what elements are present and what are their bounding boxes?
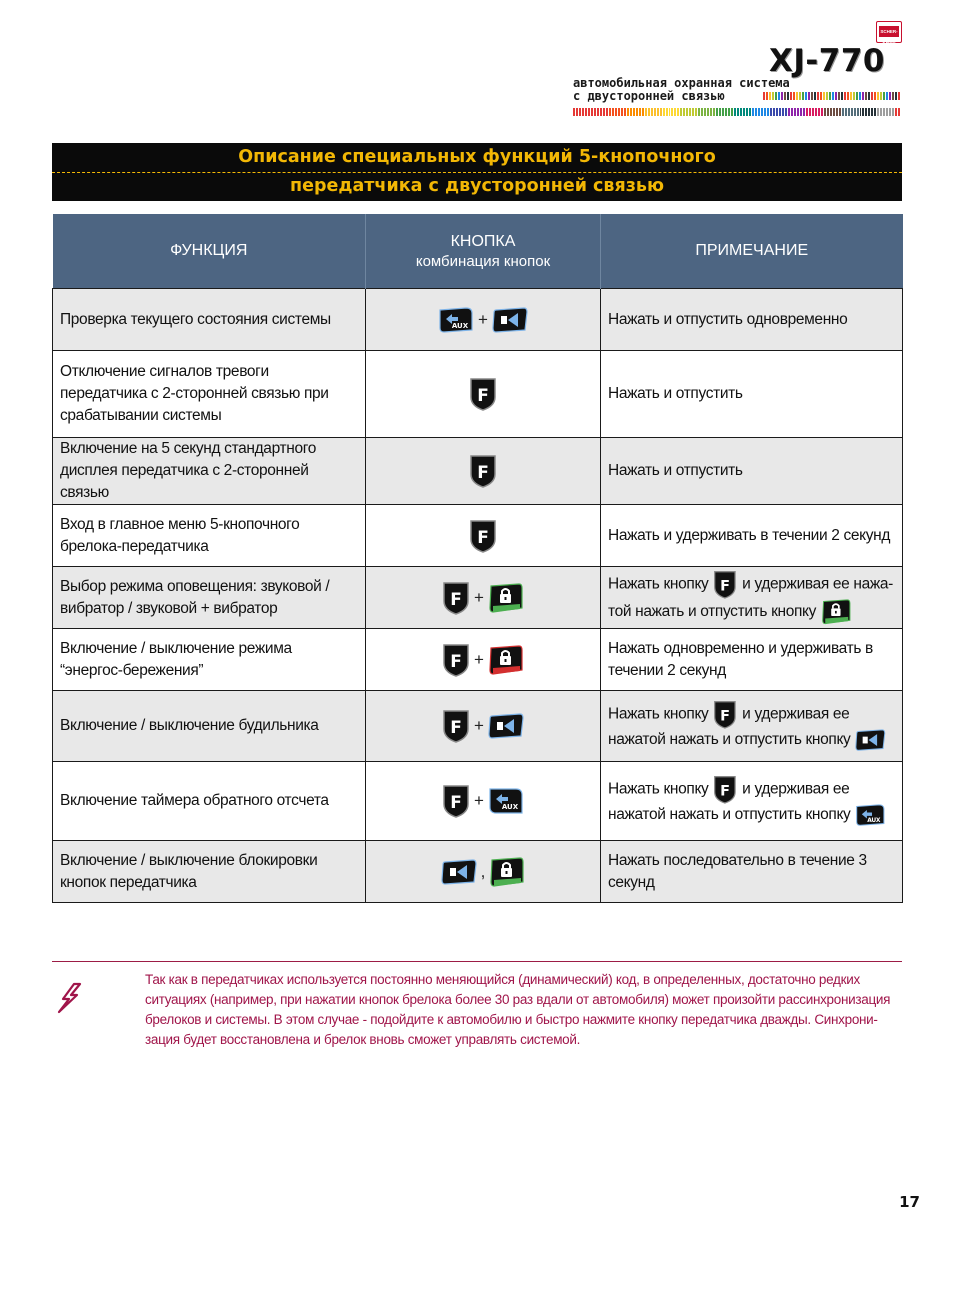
stripe-segment [827,108,829,116]
stripe-segment [821,108,823,116]
stripe-segment [892,92,894,100]
stripe-segment [886,108,888,116]
brand-logo: SCHER-KHAN [876,21,902,43]
table-row [53,289,903,351]
stripe-segment [654,108,656,116]
function-text: Включение / выключение режима “энергос-бережения” [60,639,292,679]
svg-text:AUX: AUX [867,817,881,825]
header-note: ПРИМЕЧАНИЕ [601,214,903,289]
section-title [52,143,902,201]
cell-function [53,691,366,762]
table-body [53,289,903,903]
stripe-segment [669,108,671,116]
stripe-segment [710,108,712,116]
function-text: Включение / выключение будильника [60,717,319,734]
inline-button-icon [855,729,886,751]
stripe-segment [603,108,605,116]
stripe-segment [883,92,885,100]
unlock-button-icon [488,583,524,613]
stripe-segment [889,92,891,100]
stripe-segment [740,108,742,116]
svg-text:F: F [450,651,462,672]
stripe-segment [600,108,602,116]
timer-button-icon [492,307,528,333]
cell-button [366,505,601,567]
cell-button [366,691,601,762]
stripe-segment [591,108,593,116]
note-cell-text: Нажать одновременно и удерживать в течении 2 секунд [608,639,873,679]
stripe-segment [838,92,840,100]
function-text: Отключение сигналов тревоги передатчика с 2-сторонней связью при срабатывании системы [60,363,329,424]
note-cell-text: Нажать последовательно в течение 3 секунд [608,852,867,891]
note-cell-text: Нажать и отпустить [608,385,743,402]
stripe-segment [597,108,599,116]
stripe-segment [797,108,799,116]
stripe-segment [859,92,861,100]
cell-function [53,762,366,841]
cell-button [366,762,601,841]
button-combination [469,519,497,553]
f-button-icon [713,700,737,729]
stripe-segment [802,92,804,100]
function-text: Включение на 5 секунд стандартного дисплея передатчика с 2-сторонней связью [60,440,316,501]
button-combination [469,377,497,411]
model-name: XJ-770 [768,43,885,79]
inline-button-icon [855,804,886,826]
stripe-segment [847,92,849,100]
combo-operator: + [474,587,484,607]
stripe-segment [820,92,822,100]
cell-function [53,351,366,438]
stripe-segment [680,108,682,116]
cell-function [53,841,366,903]
stripe-segment [851,108,853,116]
svg-text:AUX: AUX [451,321,469,330]
stripe-segment [811,92,813,100]
note-cell-text: Нажать и удерживать в течении 2 секунд [608,526,891,544]
note-cell-text [608,570,895,624]
stripe-segment [761,108,763,116]
function-text: Проверка текущего состояния системы [60,310,331,328]
button-combination [469,454,497,488]
stripe-segment [835,92,837,100]
f-button-icon [442,784,470,818]
header-function: ФУНКЦИЯ [53,214,366,289]
function-text: Включение таймера обратного отсчета [60,792,329,809]
note-cell-text [608,775,895,826]
timer-button-icon [488,713,524,739]
stripe-segment [615,108,617,116]
stripe-segment [796,92,798,100]
stripe-segment [826,92,828,100]
stripe-segment [823,92,825,100]
stripe-segment [728,108,730,116]
stripe-segment [683,108,685,116]
unlock-button-icon [489,857,525,887]
stripe-segment [778,92,780,100]
lightning-icon [55,982,85,1014]
f-button-icon [713,570,737,599]
cell-function [53,567,366,629]
stripe-segment [775,92,777,100]
stripe-segment [830,108,832,116]
stripe-segment [806,108,808,116]
svg-text:F: F [720,578,731,595]
cell-button [366,567,601,629]
note-cell-text: Нажать и отпустить одновременно [608,310,848,328]
stripe-segment [857,108,859,116]
stripe-segment [856,92,858,100]
stripe-segment [812,108,814,116]
stripe-segment [633,108,635,116]
cell-note [601,691,903,762]
stripe-segment [794,108,796,116]
stripe-segment [588,108,590,116]
aux-button-icon [488,787,524,815]
stripe-segment [787,92,789,100]
stripe-segment [824,108,826,116]
stripe-segment [889,108,891,116]
note-fragment: Нажать кнопку [608,575,713,593]
stripe-segment [874,92,876,100]
stripe-segment [618,108,620,116]
note-fragment: Нажать кнопку [608,706,713,724]
tagline-line1: автомобильная охранная система [573,76,790,90]
table-row [53,762,903,841]
stripe-segment [722,108,724,116]
cell-note [601,289,903,351]
stripe-segment [651,108,653,116]
stripe-segment [814,92,816,100]
stripe-segment [660,108,662,116]
note-fragment: и удерживая ее нажатой нажать и отпустить кнопку [608,706,855,749]
stripe-segment [839,108,841,116]
f-button-icon [469,454,497,488]
stripe-segment [725,108,727,116]
stripe-segment [871,108,873,116]
stripe-segment [779,108,781,116]
stripe-segment [898,108,900,116]
stripe-segment [784,92,786,100]
note-cell-text [608,700,895,751]
cell-note [601,505,903,567]
note-cell-text: Нажать и отпустить [608,462,743,479]
button-combination [442,784,524,818]
stripe-segment [868,92,870,100]
svg-text:F: F [720,708,731,725]
stripe-segment [862,92,864,100]
stripe-segment [886,92,888,100]
f-button-icon [442,643,470,677]
stripe-segment [833,108,835,116]
svg-text:F: F [477,527,489,548]
f-button-icon [469,519,497,553]
aux-button-icon [438,307,474,333]
stripe-segment [880,92,882,100]
stripe-segment [769,92,771,100]
stripe-segment [865,92,867,100]
note-divider [52,961,902,962]
stripe-segment [713,108,715,116]
unlock-button-icon [821,599,852,625]
stripe-segment [853,92,855,100]
combo-operator: + [478,309,488,329]
stripe-segment [815,108,817,116]
stripe-segment [657,108,659,116]
stripe-segment [895,108,897,116]
stripe-segment [848,108,850,116]
svg-text:F: F [450,718,462,738]
table-row [53,691,903,762]
stripe-segment [573,108,575,116]
table-row [53,841,903,903]
table-header [53,214,903,289]
stripe-segment [860,108,862,116]
tagline-line2: с двусторонней связью [573,89,725,103]
stripe-segment [877,108,879,116]
table-row [53,505,903,567]
stripe-segment [790,92,792,100]
note-fragment: и удерживая ее нажа-той нажать и отпустить кнопку [608,575,893,621]
stripe-segment [800,108,802,116]
stripe-segment [594,108,596,116]
title-line2: передатчика с двусторонней связью [289,176,664,196]
stripe-segment [865,108,867,116]
stripe-segment [624,108,626,116]
stripe-segment [686,108,688,116]
header-button-label: КНОПКА [450,232,516,250]
stripe-segment [776,108,778,116]
header-button-sub: комбинация кнопок [415,252,551,270]
cell-button [366,351,601,438]
function-text: Вход в главное меню 5-кнопочного брелока-передатчика [60,515,300,555]
stripe-segment [582,108,584,116]
stripe-segment [818,108,820,116]
stripe-segment [621,108,623,116]
stripe-segment [844,92,846,100]
aux-button-icon [855,804,886,826]
stripe-segment [836,108,838,116]
stripe-segment [701,108,703,116]
f-button-icon [442,581,470,615]
inline-button-icon [713,570,737,599]
stripe-segment [639,108,641,116]
cell-note [601,351,903,438]
stripe-segment [781,92,783,100]
stripe-segment [716,108,718,116]
stripe-segment [645,108,647,116]
cell-note [601,567,903,629]
stripe-segment [898,92,900,100]
stripe-segment [695,108,697,116]
f-button-icon [713,775,737,804]
stripe-segment [609,108,611,116]
stripe-segment [734,108,736,116]
stripe-segment [862,108,864,116]
stripe-segment [704,108,706,116]
stripe-segment [880,108,882,116]
stripe-segment [674,108,676,116]
stripe-segment [766,92,768,100]
stripe-segment [606,108,608,116]
cell-note [601,438,903,505]
note-fragment: и удерживая ее нажатой нажать и отпустить кнопку [608,781,855,824]
note-text: Так как в передатчиках используется постоянно меняющийся (динамический) код, в определенных, достаточно редких ситуациях (например, при нажатии кнопок брелока более 30 раз вдали от автомобиля) может произойти рассинхронизация брелоков и системы. В этом случае - подойдите к автомобилю и быстро нажмите кнопку передатчика дважды. Синхрони-зация будет восстановлена и брелок вновь сможет управлять системой. [145,972,891,1047]
stripe-segment [636,108,638,116]
inline-button-icon [821,599,852,625]
button-combination [442,709,524,743]
table-row [53,629,903,691]
button-combination [442,643,524,677]
stripe-segment [630,108,632,116]
stripe-segment [752,108,754,116]
page-number: 17 [899,1193,920,1211]
stripe-segment [758,108,760,116]
stripe-segment [877,92,879,100]
stripe-segment [842,108,844,116]
cell-function [53,629,366,691]
stripe-segment [663,108,665,116]
stripe-segment [755,108,757,116]
stripe-segment [785,108,787,116]
stripe-segment [793,92,795,100]
stripe-segment [585,108,587,116]
button-combination [441,857,526,887]
svg-text:F: F [477,386,489,406]
stripe-segment [791,108,793,116]
inline-button-icon [713,775,737,804]
stripe-segment [773,108,775,116]
stripe-segment [666,108,668,116]
stripe-segment [731,108,733,116]
stripe-segment [698,108,700,116]
stripe-segment [627,108,629,116]
stripe-segment [677,108,679,116]
combo-operator: + [474,791,484,810]
color-stripe-top [763,92,902,100]
f-button-icon [469,377,497,411]
stripe-segment [612,108,614,116]
stripe-segment [737,108,739,116]
stripe-segment [707,108,709,116]
stripe-segment [642,108,644,116]
cell-note [601,762,903,841]
table-row [53,438,903,505]
stripe-segment [868,108,870,116]
stripe-segment [805,92,807,100]
stripe-segment [850,92,852,100]
button-combination [442,581,524,615]
stripe-segment [719,108,721,116]
svg-text:F: F [477,463,489,483]
stripe-segment [749,108,751,116]
cell-button [366,629,601,691]
stripe-segment [576,108,578,116]
cell-note [601,629,903,691]
stripe-segment [743,108,745,116]
combo-operator: + [474,649,484,669]
stripe-segment [841,92,843,100]
lock-button-icon [488,645,524,675]
function-text: Выбор режима оповещения: звуковой / вибратор / звуковой + вибратор [60,577,330,617]
svg-text:AUX: AUX [501,803,519,811]
cell-button [366,841,601,903]
title-line1: Описание специальных функций 5-кнопочного [238,147,716,167]
svg-text:F: F [450,793,462,813]
cell-function [53,289,366,351]
stripe-segment [692,108,694,116]
stripe-segment [763,92,765,100]
stripe-segment [808,92,810,100]
table-row [53,351,903,438]
stripe-segment [871,92,873,100]
stripe-segment [689,108,691,116]
function-text: Включение / выключение блокировки кнопок передатчика [60,851,318,891]
stripe-segment [764,108,766,116]
stripe-segment [648,108,650,116]
stripe-segment [832,92,834,100]
timer-button-icon [441,859,477,885]
combo-operator: + [474,716,484,735]
stripe-segment [883,108,885,116]
stripe-segment [854,108,856,116]
stripe-segment [874,108,876,116]
stripe-segment [803,108,805,116]
combo-operator: , [480,861,486,881]
stripe-segment [772,92,774,100]
stripe-segment [770,108,772,116]
cell-button [366,289,601,351]
cell-function [53,438,366,505]
svg-text:F: F [720,783,731,800]
f-button-icon [442,709,470,743]
cell-function [53,505,366,567]
stripe-segment [579,108,581,116]
cell-button [366,438,601,505]
stripe-segment [809,108,811,116]
inline-button-icon [713,700,737,729]
stripe-segment [799,92,801,100]
note-fragment: Нажать кнопку [608,781,713,799]
svg-text:F: F [450,589,462,610]
stripe-segment [767,108,769,116]
stripe-segment [845,108,847,116]
functions-table [52,214,903,903]
stripe-segment [746,108,748,116]
cell-note [601,841,903,903]
stripe-segment [895,92,897,100]
stripe-segment [829,92,831,100]
stripe-segment [782,108,784,116]
stripe-segment [892,108,894,116]
timer-button-icon [855,729,886,751]
button-combination [438,307,528,333]
stripe-segment [671,108,673,116]
header-button [366,214,601,289]
stripe-segment [817,92,819,100]
table-row [53,567,903,629]
color-stripe-bottom [573,108,902,116]
stripe-segment [788,108,790,116]
